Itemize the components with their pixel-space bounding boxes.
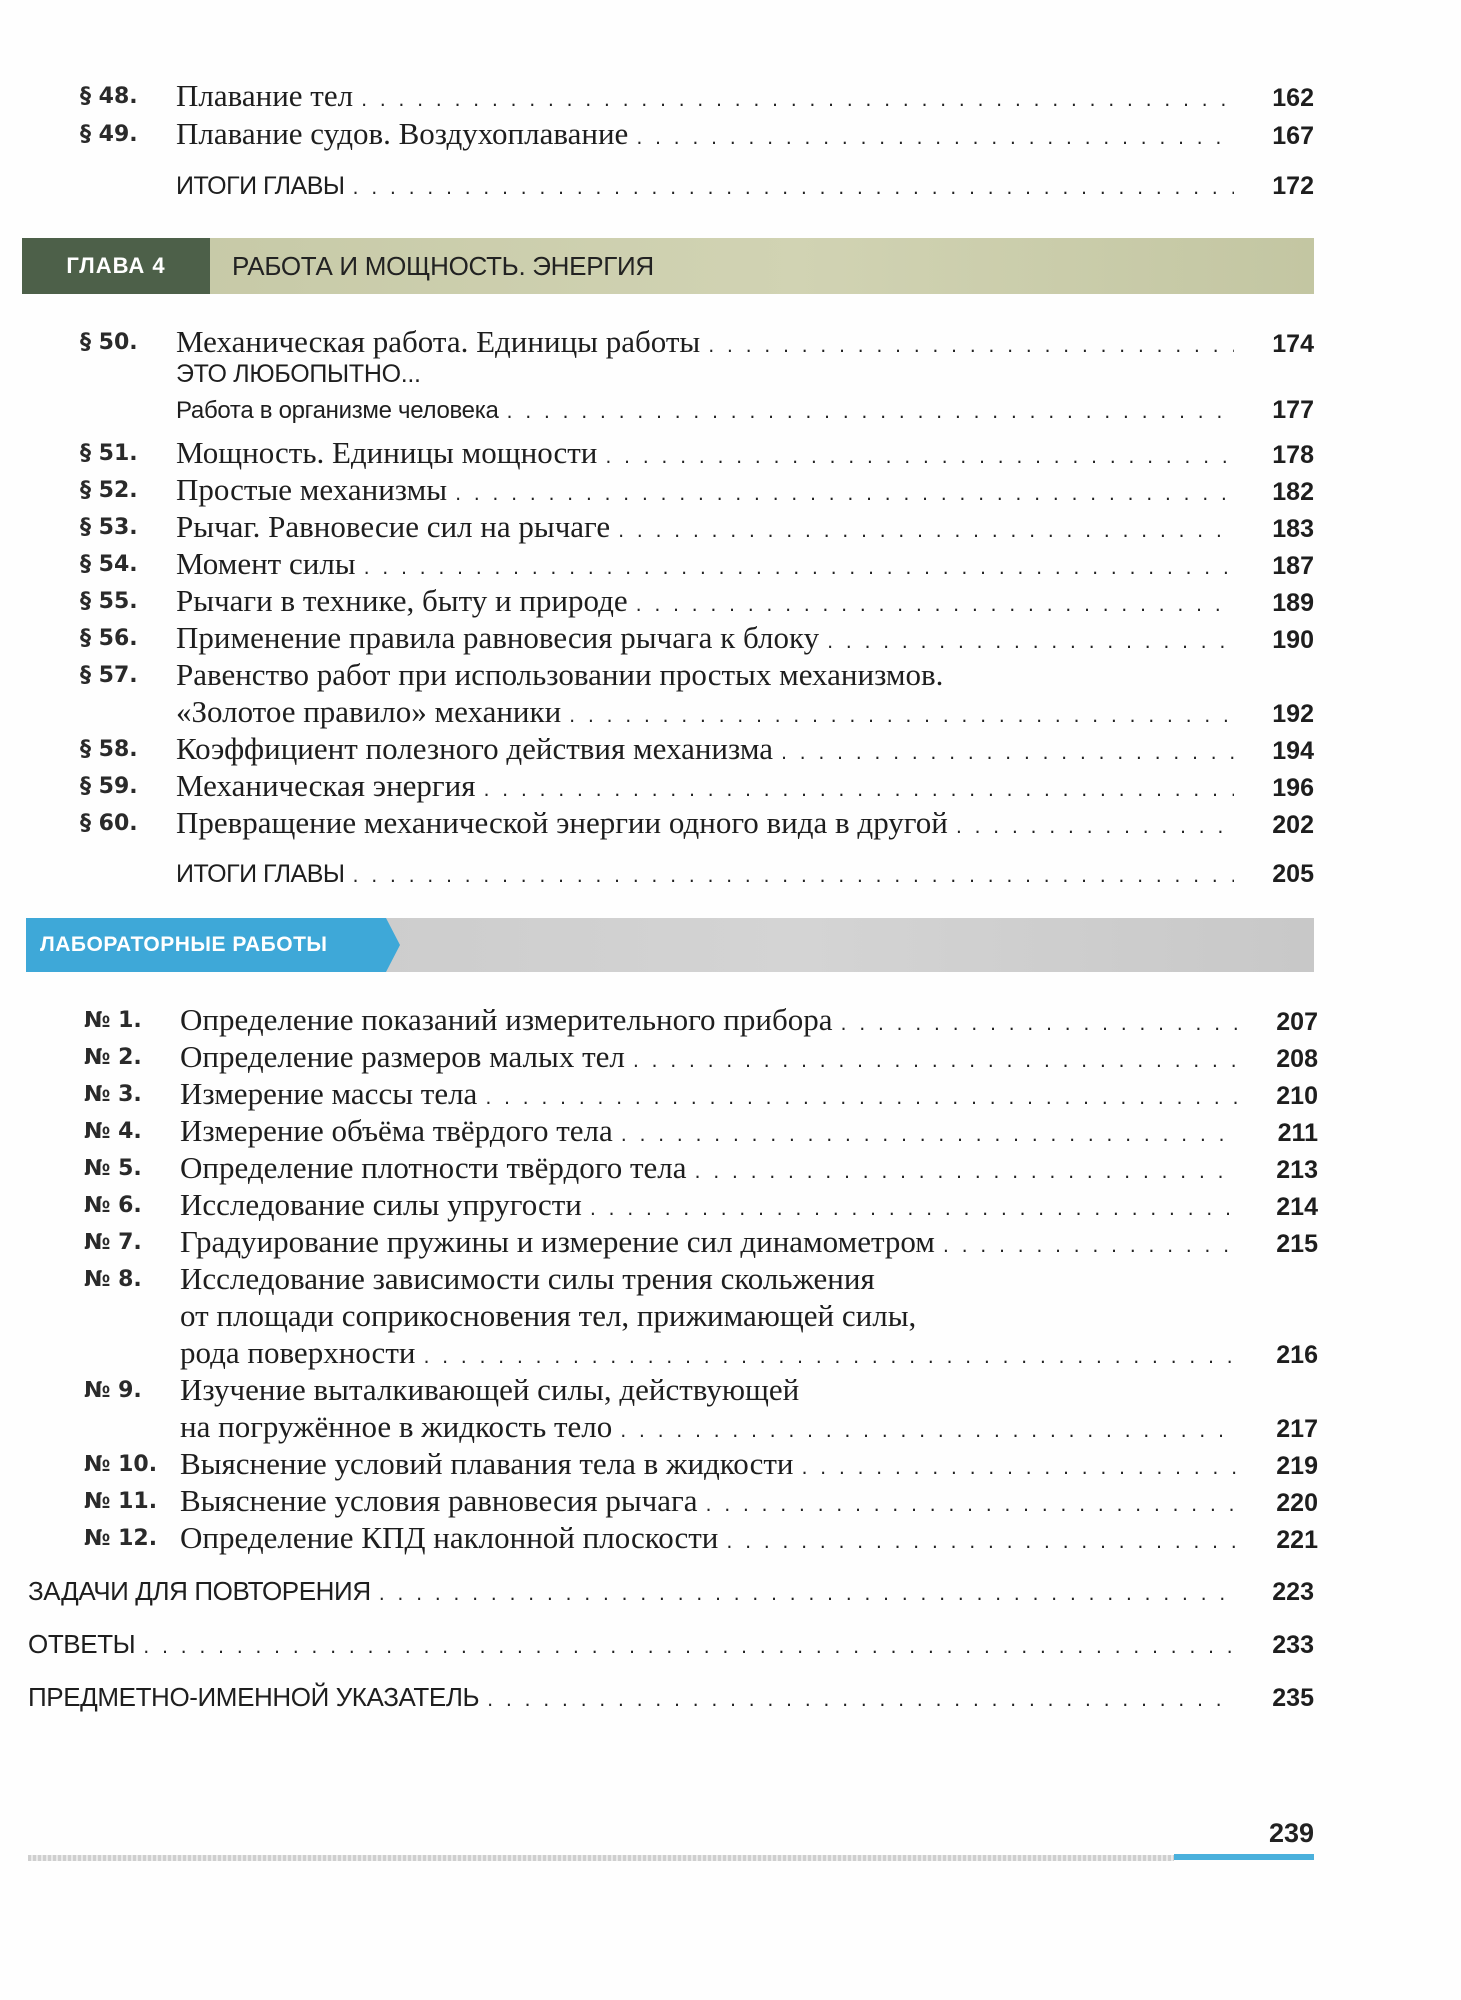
toc-number: § 60. xyxy=(80,811,138,836)
chapter-header-bar xyxy=(22,238,1314,294)
toc-number: № 11. xyxy=(84,1489,158,1514)
toc-number: § 53. xyxy=(80,515,138,540)
toc-number: § 51. xyxy=(80,441,138,466)
leader-dots xyxy=(423,1339,1238,1375)
toc-page: 162 xyxy=(1272,84,1314,112)
toc-entry[interactable] xyxy=(180,1335,1318,1375)
leader-dots xyxy=(636,587,1234,623)
toc-entry[interactable] xyxy=(176,116,1314,156)
toc-page: 172 xyxy=(1272,172,1314,200)
toc-title: Исследование силы упругости xyxy=(180,1187,582,1222)
toc-title: на погружённое в жидкость тело xyxy=(180,1409,613,1444)
toc-subentry[interactable] xyxy=(176,392,1314,430)
leader-dots xyxy=(695,1154,1238,1190)
leader-dots xyxy=(841,1006,1238,1042)
leader-dots xyxy=(379,1576,1234,1612)
chapter-title: РАБОТА И МОЩНОСТЬ. ЭНЕРГИЯ xyxy=(232,251,654,281)
page-number: 239 xyxy=(1268,1818,1314,1848)
leader-dots xyxy=(569,698,1234,734)
toc-page: 221 xyxy=(1276,1526,1318,1554)
toc-title: ОТВЕТЫ xyxy=(28,1629,136,1659)
toc-entry[interactable] xyxy=(176,768,1314,808)
toc-page: 217 xyxy=(1276,1415,1318,1443)
toc-entry[interactable] xyxy=(176,509,1314,549)
toc-title-line[interactable]: Исследование зависимости силы трения скольжения xyxy=(180,1261,875,1296)
toc-number: № 12. xyxy=(84,1526,158,1551)
toc-page: 210 xyxy=(1276,1082,1318,1110)
toc-number: № 1. xyxy=(84,1008,142,1033)
leader-dots xyxy=(827,624,1234,660)
toc-title: ИТОГИ ГЛАВЫ xyxy=(176,172,345,200)
toc-title: Измерение объёма твёрдого тела xyxy=(180,1113,613,1148)
leader-dots xyxy=(956,809,1234,845)
toc-entry[interactable] xyxy=(176,78,1314,118)
leader-dots xyxy=(353,170,1234,206)
toc-number: § 55. xyxy=(80,589,138,614)
toc-entry[interactable] xyxy=(180,1446,1318,1486)
toc-entry[interactable] xyxy=(180,1002,1318,1042)
toc-entry[interactable] xyxy=(176,435,1314,475)
toc-number: § 49. xyxy=(80,122,138,147)
toc-page: 178 xyxy=(1272,441,1314,469)
toc-page: 235 xyxy=(1272,1684,1314,1712)
toc-title: Применение правила равновесия рычага к блоку xyxy=(176,620,820,655)
toc-entry[interactable] xyxy=(180,1224,1318,1264)
toc-page: 187 xyxy=(1272,552,1314,580)
toc-number: № 4. xyxy=(84,1119,142,1144)
toc-title: Выяснение условия равновесия рычага xyxy=(180,1483,698,1518)
leader-dots xyxy=(706,1487,1238,1523)
toc-page: 216 xyxy=(1276,1341,1318,1369)
toc-number: § 58. xyxy=(80,737,138,762)
toc-page: 174 xyxy=(1272,330,1314,358)
footer-rule xyxy=(28,1855,1174,1861)
toc-entry[interactable] xyxy=(180,1076,1318,1116)
toc-title: Рычаг. Равновесие сил на рычаге xyxy=(176,509,611,544)
leader-dots xyxy=(361,82,1234,118)
toc-page: 205 xyxy=(1272,860,1314,888)
leader-dots xyxy=(620,1413,1238,1449)
leader-dots xyxy=(726,1524,1238,1560)
toc-page: 220 xyxy=(1276,1489,1318,1517)
toc-number: § 50. xyxy=(80,330,138,355)
toc-entry[interactable] xyxy=(176,620,1314,660)
leader-dots xyxy=(943,1228,1238,1264)
toc-entry[interactable] xyxy=(176,546,1314,586)
toc-page: 214 xyxy=(1276,1193,1318,1221)
toc-title-line[interactable]: Равенство работ при использовании простых механизмов. xyxy=(176,657,944,692)
toc-title: «Золотое правило» механики xyxy=(176,694,562,729)
leader-dots xyxy=(618,513,1234,549)
leader-dots xyxy=(801,1450,1238,1486)
toc-entry[interactable] xyxy=(176,731,1314,771)
toc-page: 194 xyxy=(1272,737,1314,765)
toc-back-matter-entry[interactable] xyxy=(28,1679,1314,1718)
chapter-tag: ГЛАВА 4 xyxy=(22,238,210,294)
toc-entry[interactable] xyxy=(176,583,1314,623)
toc-page: 213 xyxy=(1276,1156,1318,1184)
toc-page: 182 xyxy=(1272,478,1314,506)
toc-number: № 6. xyxy=(84,1193,142,1218)
toc-page: 192 xyxy=(1272,700,1314,728)
toc-title: Мощность. Единицы мощности xyxy=(176,435,598,470)
toc-entry[interactable] xyxy=(176,805,1314,845)
toc-entry[interactable] xyxy=(180,1409,1318,1449)
sidebar-label: ЭТО ЛЮБОПЫТНО... xyxy=(176,360,421,388)
leader-dots xyxy=(364,550,1234,586)
toc-page: 223 xyxy=(1272,1578,1314,1606)
toc-page: 211 xyxy=(1277,1119,1318,1147)
toc-number: № 9. xyxy=(84,1378,142,1403)
toc-page: 215 xyxy=(1276,1230,1318,1258)
toc-number: § 56. xyxy=(80,626,138,651)
toc-page: 183 xyxy=(1272,515,1314,543)
toc-number: № 7. xyxy=(84,1230,142,1255)
lab-section-tag: ЛАБОРАТОРНЫЕ РАБОТЫ xyxy=(26,918,386,972)
toc-title: Плавание судов. Воздухоплавание xyxy=(176,116,629,151)
toc-title: Измерение массы тела xyxy=(180,1076,478,1111)
toc-title-line[interactable]: от площади соприкосновения тел, прижимающей силы, xyxy=(180,1298,917,1333)
leader-dots xyxy=(636,120,1234,156)
toc-entry[interactable] xyxy=(176,472,1314,512)
toc-title: ИТОГИ ГЛАВЫ xyxy=(176,860,345,888)
toc-page: 196 xyxy=(1272,774,1314,802)
toc-title: Работа в организме человека xyxy=(176,397,499,424)
toc-title: Механическая энергия xyxy=(176,768,476,803)
toc-page: 189 xyxy=(1272,589,1314,617)
toc-page: 177 xyxy=(1272,396,1314,424)
toc-number: § 52. xyxy=(80,478,138,503)
toc-back-matter-entry[interactable] xyxy=(28,1573,1314,1612)
toc-chapter-summary[interactable] xyxy=(176,168,1314,206)
toc-entry[interactable] xyxy=(180,1039,1318,1079)
toc-title: Коэффициент полезного действия механизма xyxy=(176,731,773,766)
leader-dots xyxy=(455,476,1234,512)
footer-accent-bar xyxy=(1174,1854,1314,1860)
toc-title: Механическая работа. Единицы работы xyxy=(176,324,701,359)
toc-page: 167 xyxy=(1272,122,1314,150)
leader-dots xyxy=(353,858,1234,894)
toc-title: Плавание тел xyxy=(176,78,354,113)
toc-entry[interactable] xyxy=(176,694,1314,734)
toc-title: Определение КПД наклонной плоскости xyxy=(180,1520,719,1555)
toc-entry[interactable] xyxy=(180,1113,1318,1153)
toc-page: 202 xyxy=(1272,811,1314,839)
toc-page: 208 xyxy=(1276,1045,1318,1073)
leader-dots xyxy=(484,772,1235,808)
toc-back-matter-entry[interactable] xyxy=(28,1626,1314,1665)
toc-title: Определение размеров малых тел xyxy=(180,1039,625,1074)
toc-chapter-summary[interactable] xyxy=(176,856,1314,894)
toc-title: Простые механизмы xyxy=(176,472,448,507)
leader-dots xyxy=(781,735,1234,771)
toc-number: § 57. xyxy=(80,663,138,688)
toc-number: § 59. xyxy=(80,774,138,799)
leader-dots xyxy=(143,1629,1234,1665)
toc-title: Момент силы xyxy=(176,546,356,581)
toc-title: ПРЕДМЕТНО-ИМЕННОЙ УКАЗАТЕЛЬ xyxy=(28,1682,480,1712)
toc-title: рода поверхности xyxy=(180,1335,416,1370)
toc-entry[interactable] xyxy=(180,1483,1318,1523)
toc-number: § 54. xyxy=(80,552,138,577)
toc-title: Превращение механической энергии одного вида в другой xyxy=(176,805,948,840)
toc-page: 190 xyxy=(1272,626,1314,654)
toc-entry[interactable] xyxy=(180,1187,1318,1227)
toc-number: № 5. xyxy=(84,1156,142,1181)
toc-title: Градуирование пружины и измерение сил динамометром xyxy=(180,1224,935,1259)
leader-dots xyxy=(590,1191,1238,1227)
toc-title: Выяснение условий плавания тела в жидкости xyxy=(180,1446,794,1481)
toc-page: 219 xyxy=(1276,1452,1318,1480)
leader-dots xyxy=(485,1080,1238,1116)
leader-dots xyxy=(487,1682,1234,1718)
toc-number: № 3. xyxy=(84,1082,142,1107)
toc-number: № 2. xyxy=(84,1045,142,1070)
toc-number: № 8. xyxy=(84,1267,142,1292)
leader-dots xyxy=(633,1043,1238,1079)
toc-page: 207 xyxy=(1276,1008,1318,1036)
toc-title: Рычаги в технике, быту и природе xyxy=(176,583,628,618)
leader-dots xyxy=(708,328,1234,364)
toc-page: 233 xyxy=(1272,1631,1314,1659)
toc-title-line[interactable]: Изучение выталкивающей силы, действующей xyxy=(180,1372,800,1407)
toc-number: § 48. xyxy=(80,84,138,109)
toc-entry[interactable] xyxy=(180,1150,1318,1190)
toc-title: Определение показаний измерительного прибора xyxy=(180,1002,833,1037)
leader-dots xyxy=(507,394,1234,430)
toc-title: Определение плотности твёрдого тела xyxy=(180,1150,687,1185)
toc-title: ЗАДАЧИ ДЛЯ ПОВТОРЕНИЯ xyxy=(28,1576,371,1606)
leader-dots xyxy=(605,439,1234,475)
leader-dots xyxy=(621,1117,1238,1153)
toc-entry[interactable] xyxy=(176,324,1314,364)
toc-entry[interactable] xyxy=(180,1520,1318,1560)
toc-number: № 10. xyxy=(84,1452,158,1477)
